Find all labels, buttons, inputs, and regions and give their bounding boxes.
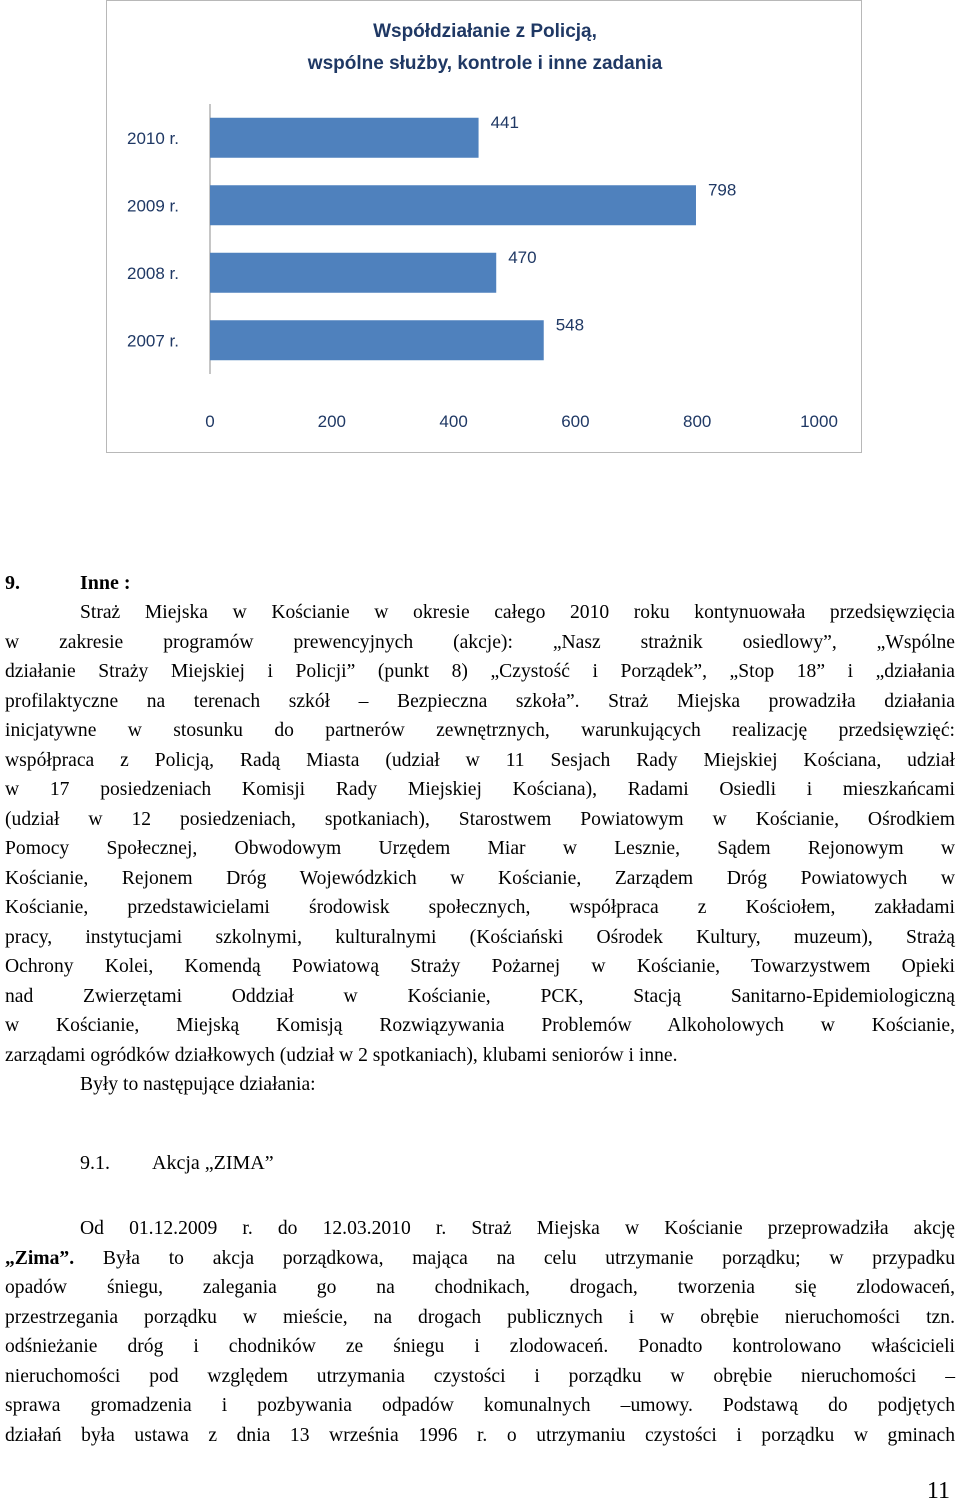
chart-category-label: 2010 r.: [127, 128, 179, 148]
body-line: Straż Miejska w Kościanie w okresie całego 2010 roku kontynuowała przedsięwzięcia: [80, 602, 955, 623]
chart-tick-label: 1000: [800, 412, 838, 431]
body-line: współpraca z Policją, Radą Miasta (udział w 11 Sesjach Rady Miejskiej Kościana, udział: [5, 749, 955, 771]
page-number: 11: [926, 1478, 950, 1504]
body-line: Od 01.12.2009 r. do 12.03.2010 r. Straż Miejska w Kościanie przeprowadziła akcję: [80, 1218, 955, 1239]
section-9-1-title: Akcja „ZIMA”: [152, 1152, 274, 1174]
chart-category-label: 2009 r.: [127, 196, 179, 216]
chart-title-line2: wspólne służby, kontrole i inne zadania: [307, 53, 663, 74]
chart-category-label: 2007 r.: [127, 331, 179, 351]
chart-tick-label: 800: [683, 412, 712, 431]
chart-bar: [210, 118, 479, 158]
chart-data-label: 441: [490, 112, 519, 132]
body-line-rest: Była to akcja porządkowa, mająca na celu utrzymanie porządku; w przypadku: [74, 1247, 955, 1269]
body-line: Kościanie, przedstawicielami środowisk społecznych, współpraca z Kościołem, zakładami: [5, 897, 955, 918]
chart-bar: [210, 185, 696, 225]
body-line: nieruchomości pod względem utrzymania czystości i porządku w obrębie nieruchomości –: [5, 1365, 955, 1387]
body-line: przestrzegania porządku w mieście, na drogach publicznych i w obrębie nieruchomości tzn.: [5, 1306, 955, 1328]
chart-bar: [210, 320, 544, 360]
body-line: pracy, instytucjami szkolnymi, kulturalnymi (Kościański Ośrodek Kultury, muzeum), Strażą: [5, 926, 955, 948]
body-line: w zakresie programów prewencyjnych (akcje): „Nasz strażnik osiedlowy”, „Wspólne: [5, 631, 955, 653]
body-line: Ochrony Kolei, Komendą Powiatową Straży Pożarnej w Kościanie, Towarzystwem Opieki: [5, 956, 955, 977]
body-line: działań była ustawa z dnia 13 września 1996 r. o utrzymaniu czystości i porządku w gminach: [5, 1424, 955, 1446]
chart-category-label: 2008 r.: [127, 263, 179, 283]
body-line: sprawa gromadzenia i pozbywania odpadów komunalnych –umowy. Podstawą do podjętych: [5, 1395, 955, 1416]
chart-data-label: 470: [508, 247, 537, 267]
body-line: nad Zwierzętami Oddział w Kościanie, PCK, Stacją Sanitarno-Epidemiologiczną: [5, 985, 955, 1007]
chart-tick-label: 0: [205, 412, 215, 431]
body-line: (udział w 12 posiedzeniach, spotkaniach), Starostwem Powiatowym w Kościanie, Ośrodkiem: [5, 808, 955, 830]
body-line: Pomocy Społecznej, Obwodowym Urzędem Miar w Lesznie, Sądem Rejonowym w: [5, 838, 955, 859]
chart-tick-label: 400: [439, 412, 468, 431]
chart-bar: [210, 253, 496, 293]
body-line: [5, 1244, 955, 1274]
body-line: Kościanie, Rejonem Dróg Wojewódzkich w Kościanie, Zarządem Dróg Powiatowych w: [5, 867, 955, 889]
body-closing: Były to następujące działania:: [80, 1074, 316, 1095]
chart-plot: [107, 1, 863, 454]
section-9-number: 9.: [5, 572, 20, 594]
section-9-body: [5, 598, 955, 1100]
body-line: zarządami ogródków działkowych (udział w 2 spotkaniach), klubami seniorów i inne.: [5, 1044, 678, 1066]
zima-bold: „Zima”.: [5, 1247, 75, 1269]
section-9-1-body: [5, 1214, 955, 1450]
body-line: opadów śniegu, zalegania go na chodnikach, drogach, tworzenia się zlodowaceń,: [5, 1277, 955, 1298]
body-line: odśnieżanie dróg i chodników ze śniegu i zlodowaceń. Ponadto kontrolowano właścicieli: [5, 1336, 955, 1357]
chart-data-label: 798: [707, 180, 737, 200]
body-line: działanie Straży Miejskiej i Policji” (punkt 8) „Czystość i Porządek”, „Stop 18” i „działania: [5, 661, 955, 682]
chart-tick-label: 200: [317, 412, 346, 431]
chart-tick-label: 600: [561, 412, 590, 431]
section-9-1-number: 9.1.: [80, 1152, 110, 1174]
section-9-title: Inne :: [80, 572, 131, 594]
body-line: w 17 posiedzeniach Komisji Rady Miejskiej Kościana), Radami Osiedli i mieszkańcami: [5, 779, 955, 800]
chart-data-label: 548: [555, 315, 585, 335]
chart: [106, 0, 862, 453]
chart-title-line1: Współdziałanie z Policją,: [373, 21, 597, 42]
body-line: profilaktyczne na terenach szkół – Bezpieczna szkoła”. Straż Miejska prowadziła działania: [5, 690, 955, 712]
body-line: w Kościanie, Miejską Komisją Rozwiązywania Problemów Alkoholowych w Kościanie,: [5, 1015, 955, 1036]
body-line: inicjatywne w stosunku do partnerów zewnętrznych, warunkujących realizację przedsięwzięć:: [5, 720, 955, 741]
